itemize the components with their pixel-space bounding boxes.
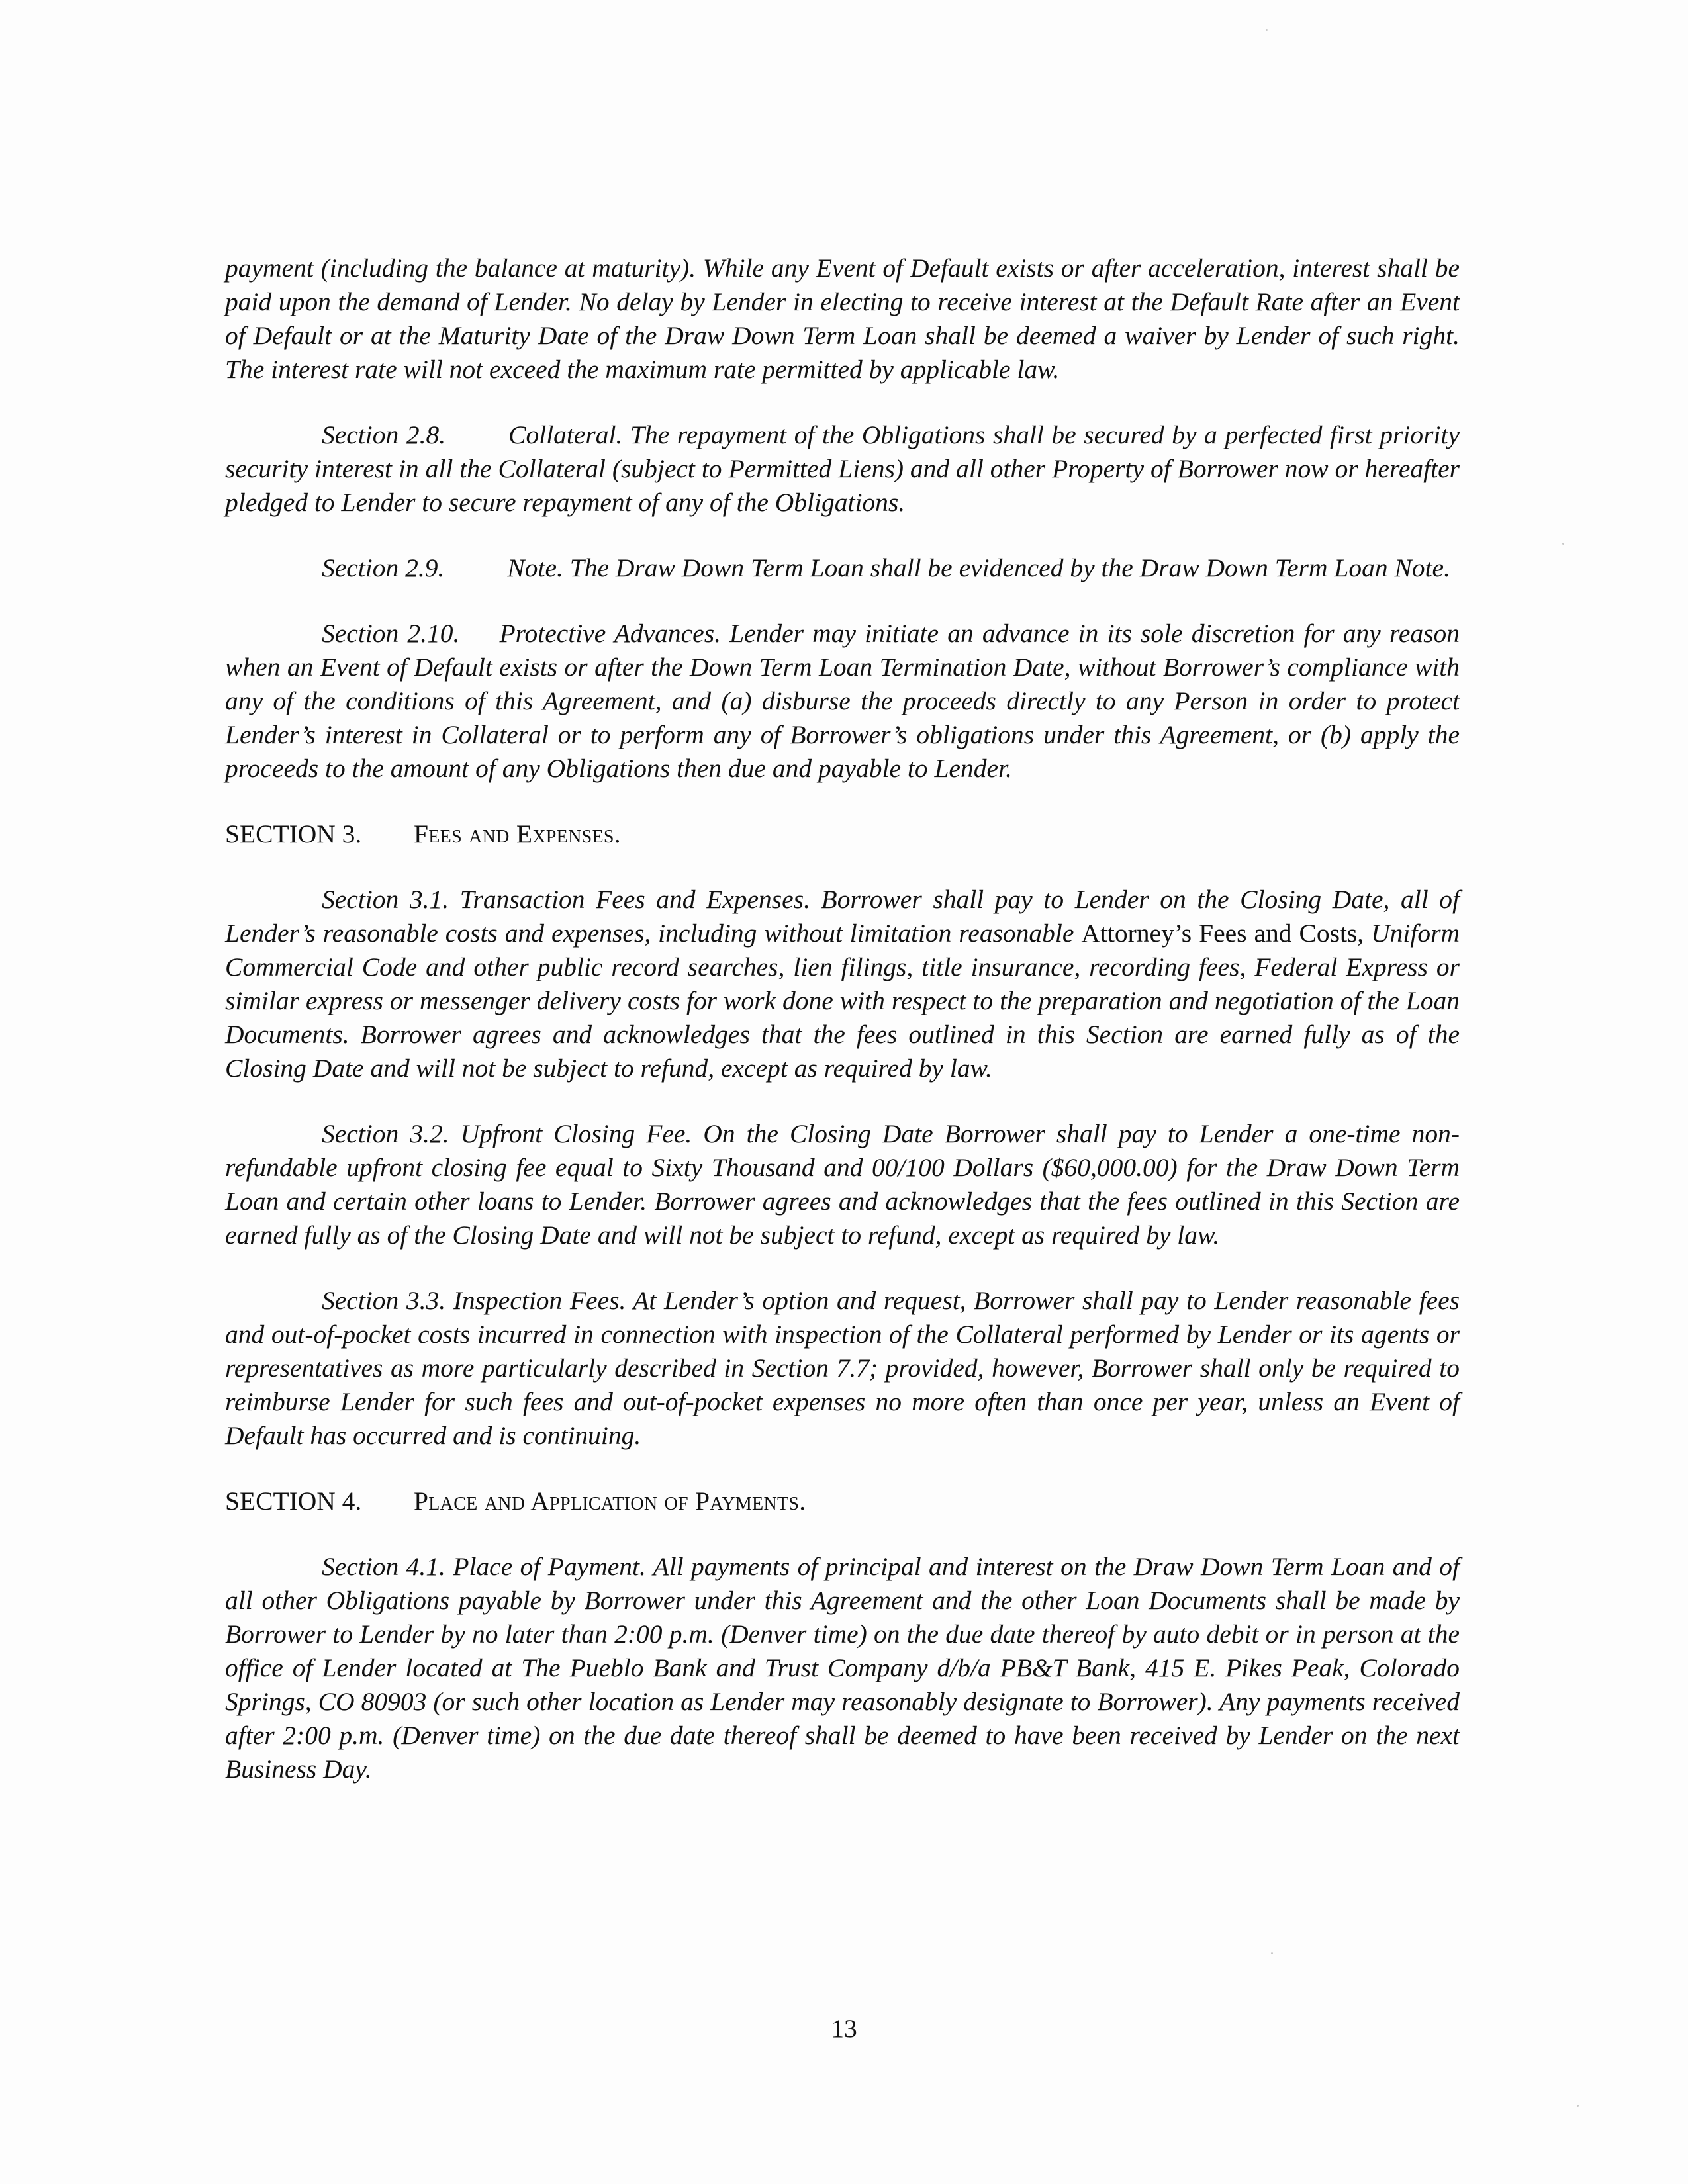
section-3-1-text-a: Section 3.1. Transaction Fees and Expenses. Borrower shall pay to Lender on the Closing Date, all of Lender’s reasonable costs and expenses, including without limitation reasonable [225,885,1460,948]
scan-speck [1271,1952,1273,1954]
section-4-1: Section 4.1. Place of Payment. All payments of principal and interest on the Draw Down Term Loan and of all other Obligations payable by Borrower under this Agreement and the other Loan Documents shall be made by Borrower to Lender by no later than 2:00 p.m. (Denver time) on the due date thereof by auto debit or in person at the office of Lender located at The Pueblo Bank and Trust Company d/b/a PB&T Bank, 415 E. Pikes Peak, Colorado Springs, CO 80903 (or such other location as Lender may reasonably designate to Borrower). Any payments received after 2:00 p.m. (Denver time) on the due date thereof shall be deemed to have been received by Lender on the next Business Day. [225,1552,1460,1784]
section-2-10-text: Protective Advances. Lender may initiate an advance in its sole discretion for any reason when an Event of Default exists or after the Down Term Loan Termination Date, without Borrower’s compliance with any of the conditions of this Agreement, and (a) disburse the proceeds directly to any Person in order to protect Lender’s interest in Collateral or to perform any of Borrower’s obligations under this Agreement, or (b) apply the proceeds to the amount of any Obligations then due and payable to Lender. [225,619,1460,783]
section-2-9-text: Note. The Draw Down Term Loan shall be evidenced by the Draw Down Term Loan Note. [507,553,1450,582]
document-body [225,251,1460,1818]
section-2-10 [225,617,1460,786]
section-3-number: SECTION 3. [225,819,362,848]
paragraph-default-interest: payment (including the balance at maturity). While any Event of Default exists or after acceleration, interest shall be paid upon the demand of Lender. No delay by Lender in electing to receive interest at the Default Rate after an Event of Default or at the Maturity Date of the Draw Down Term Loan shall be deemed a waiver by Lender of such right. The interest rate will not exceed the maximum rate permitted by applicable law. [225,253,1460,384]
scan-speck [1266,29,1268,31]
section-3-3: Section 3.3. Inspection Fees. At Lender’s option and request, Borrower shall pay to Lender reasonable fees and out-of-pocket costs incurred in connection with inspection of the Collateral performed by Lender or its agents or representatives as more particularly described in Section 7.7; provided, however, Borrower shall only be required to reimburse Lender for such fees and out-of-pocket expenses no more often than once per year, unless an Event of Default has occurred and is continuing. [225,1286,1460,1450]
section-2-8-text: Collateral. The repayment of the Obligations shall be secured by a perfected first priority security interest in all the Collateral (subject to Permitted Liens) and all other Property of Borrower now or hereafter pledged to Lender to secure repayment of any of the Obligations. [225,420,1460,517]
section-4-number: SECTION 4. [225,1486,362,1516]
scan-speck [1562,543,1564,545]
section-4-title: Place and Application of Payments. [414,1486,806,1516]
section-3-heading [225,817,1460,851]
section-2-10-label: Section 2.10. [322,619,460,648]
section-2-9 [225,551,1460,585]
section-3-2: Section 3.2. Upfront Closing Fee. On the Closing Date Borrower shall pay to Lender a one-time non-refundable upfront closing fee equal to Sixty Thousand and 00/100 Dollars ($60,000.00) for the Draw Down Term Loan and certain other loans to Lender. Borrower agrees and acknowledges that the fees outlined in this Section are earned fully as of the Closing Date and will not be subject to refund, except as required by law. [225,1119,1460,1250]
page-number: 13 [831,2014,857,2043]
section-3-1-text-b: Uniform Commercial Code and other public record searches, lien filings, title insurance, recording fees, Federal Express or similar express or messenger delivery costs for work done with respect to the preparation and negotiation of the Loan Documents. Borrower agrees and acknowledges that the fees outlined in this Section are earned fully as of the Closing Date and will not be subject to refund, except as required by law. [225,919,1460,1083]
section-2-8-label: Section 2.8. [322,420,446,449]
section-3-title: Fees and Expenses. [414,819,621,848]
section-2-8 [225,418,1460,520]
section-3-1-attorney-fees: Attorney’s Fees and Costs, [1081,919,1364,948]
section-2-9-label: Section 2.9. [322,553,445,582]
scan-speck [1577,2105,1579,2107]
section-3-1 [225,883,1460,1085]
section-4-heading [225,1484,1460,1518]
